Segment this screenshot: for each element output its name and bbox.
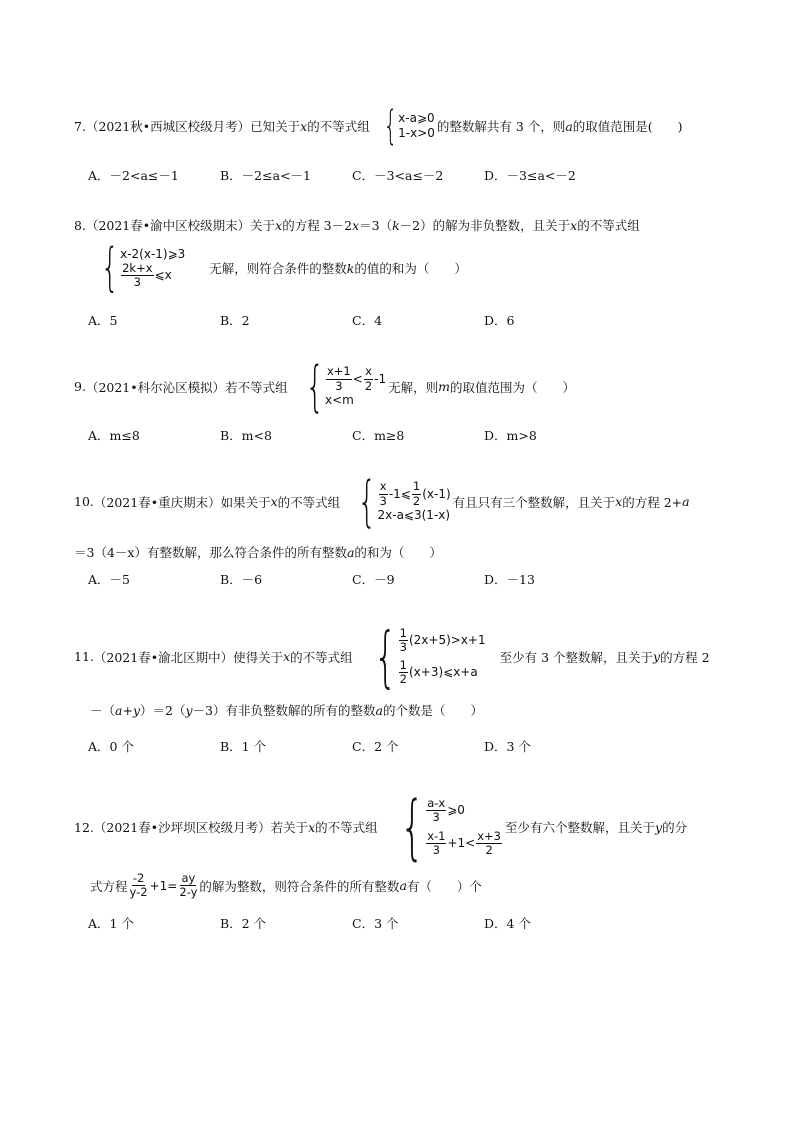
- q8-options: [88, 311, 616, 329]
- q11-option-a[interactable]: A．0 个: [88, 739, 134, 754]
- q8-option-b[interactable]: B．2: [220, 313, 250, 328]
- q7-option-a[interactable]: A．－2<a≤－1: [88, 168, 179, 183]
- q7-number: 7.: [74, 118, 86, 134]
- q12-option-a[interactable]: A．1 个: [88, 916, 134, 931]
- q9-option-c[interactable]: C．m≥8: [352, 428, 405, 443]
- q11-options: [88, 737, 616, 755]
- q10-options: [88, 570, 616, 588]
- q8-option-d[interactable]: D．6: [484, 313, 515, 328]
- q12-option-b[interactable]: B．2 个: [220, 916, 267, 931]
- q10-option-a[interactable]: A．－5: [88, 572, 130, 587]
- q7-inequality-system: { x-a⩾0 1-x>0: [383, 103, 435, 149]
- question-11: 11. （2021春•渝北区期中）使得关于 x 的不等式组 { $\frac{1}{3}$ (2x+5)>x+1 $\frac{1}{2}$ (x+3)⩽x+a 至少有 3 个整数解，且关于 y 的方程 2 －（ a+y ）＝2（ y －3）有非负整数解的所有的整数 a 的个数是（ ）: [74, 618, 710, 718]
- q8-option-a[interactable]: A．5: [88, 313, 118, 328]
- q11-option-b[interactable]: B．1 个: [220, 739, 267, 754]
- q8-number: 8.: [74, 217, 86, 233]
- question-9: 9. （2021•科尔沁区模拟）若不等式组 { $\frac{x+1}{3}$ < $\frac{x}{2}$ -1 x<m 无解，则 m 的取值范围为（ ）: [74, 355, 575, 418]
- q11-inequality-system: { $\frac{1}{3}$ (2x+5)>x+1 $\frac{1}{2}$ (x+3)⩽x+a: [373, 618, 486, 695]
- q7-option-c[interactable]: C．－3<a≤－2: [352, 168, 444, 183]
- q9-source: （2021•科尔沁区模拟）若不等式组: [85, 379, 288, 395]
- question-7: 7. （2021秋•西城区校级月考）已知关于 x 的不等式组 { x-a⩾0 1-x>0 的整数解共有 3 个，则 a 的取值范围是( ): [74, 103, 683, 149]
- q9-option-d[interactable]: D．m>8: [484, 428, 537, 443]
- question-10: 10. （2021春•重庆期末）如果关于 x 的不等式组 { $\frac{x}{3}$ -1⩽ $\frac{1}{2}$ (x-1) 2x-a⩽3(1-x) 有且只有三个整数解，且关于 x 的方程 2+ a ＝3（4－x）有整数解，那么符合条件的所有整数 a 的和为（ ）: [74, 470, 690, 560]
- q12-number: 12.: [74, 819, 94, 835]
- q7-options: [88, 166, 616, 184]
- q9-option-b[interactable]: B．m<8: [220, 428, 272, 443]
- q10-number: 10.: [74, 494, 94, 509]
- q9-options: [88, 426, 616, 444]
- q11-source: （2021春•渝北区期中）使得关于: [93, 649, 284, 665]
- q12-option-c[interactable]: C．3 个: [352, 916, 399, 931]
- question-12: 12. （2021春•沙坪坝区校级月考）若关于 x 的不等式组 { $\frac{a-x}{3}$ ⩾0 $\frac{x-1}{3}$ +1< $\frac{x+3}{2}$ 至少有六个整数解，且关于 y 的分 式方程 $\frac{-2}{y-2}$ +1= $\frac{ay}{2-y}$ 的解为整数，则符合条件的所有整数 a 有（ ）个: [74, 786, 688, 900]
- question-8: 8. （2021春•渝中区校级期末）关于 x 的方程 3－2 x ＝3（ k －2）的解为非负整数，且关于 x 的不等式组 { x-2(x-1)⩾3 $\frac{2k+x}{3}$ ⩽x 无解，则符合条件的整数 k 的值的和为（ ）: [74, 217, 640, 298]
- q12-source: （2021春•沙坪坝区校级月考）若关于: [93, 820, 309, 835]
- q10-source: （2021春•重庆期末）如果关于: [93, 494, 271, 510]
- q8-option-c[interactable]: C．4: [352, 313, 383, 328]
- q10-option-d[interactable]: D．－13: [484, 572, 535, 587]
- q10-option-c[interactable]: C．－9: [352, 572, 395, 587]
- q7-option-d[interactable]: D．－3≤a<－2: [484, 168, 576, 183]
- q11-option-d[interactable]: D．3 个: [484, 739, 531, 754]
- q9-number: 9.: [74, 379, 86, 394]
- q11-number: 11.: [74, 649, 94, 664]
- q7-source: （2021秋•西城区校级月考）已知关于: [85, 119, 301, 134]
- q12-options: [88, 914, 616, 932]
- q10-option-b[interactable]: B．－6: [220, 572, 263, 587]
- q9-inequality-system: { $\frac{x+1}{3}$ < $\frac{x}{2}$ -1 x<m: [305, 355, 387, 418]
- q12-option-d[interactable]: D．4 个: [484, 916, 531, 931]
- q9-option-a[interactable]: A．m≤8: [88, 428, 140, 443]
- q8-source: （2021春•渝中区校级期末）关于: [85, 218, 276, 233]
- q7-option-b[interactable]: B．－2≤a<－1: [220, 168, 311, 183]
- q8-inequality-system: { x-2(x-1)⩾3 $\frac{2k+x}{3}$ ⩽x: [100, 238, 186, 298]
- q11-option-c[interactable]: C．2 个: [352, 739, 399, 754]
- q10-inequality-system: { $\frac{x}{3}$ -1⩽ $\frac{1}{2}$ (x-1) 2x-a⩽3(1-x): [357, 470, 451, 533]
- q12-inequality-system: { $\frac{a-x}{3}$ ⩾0 $\frac{x-1}{3}$ +1< $\frac{x+3}{2}$: [399, 786, 501, 868]
